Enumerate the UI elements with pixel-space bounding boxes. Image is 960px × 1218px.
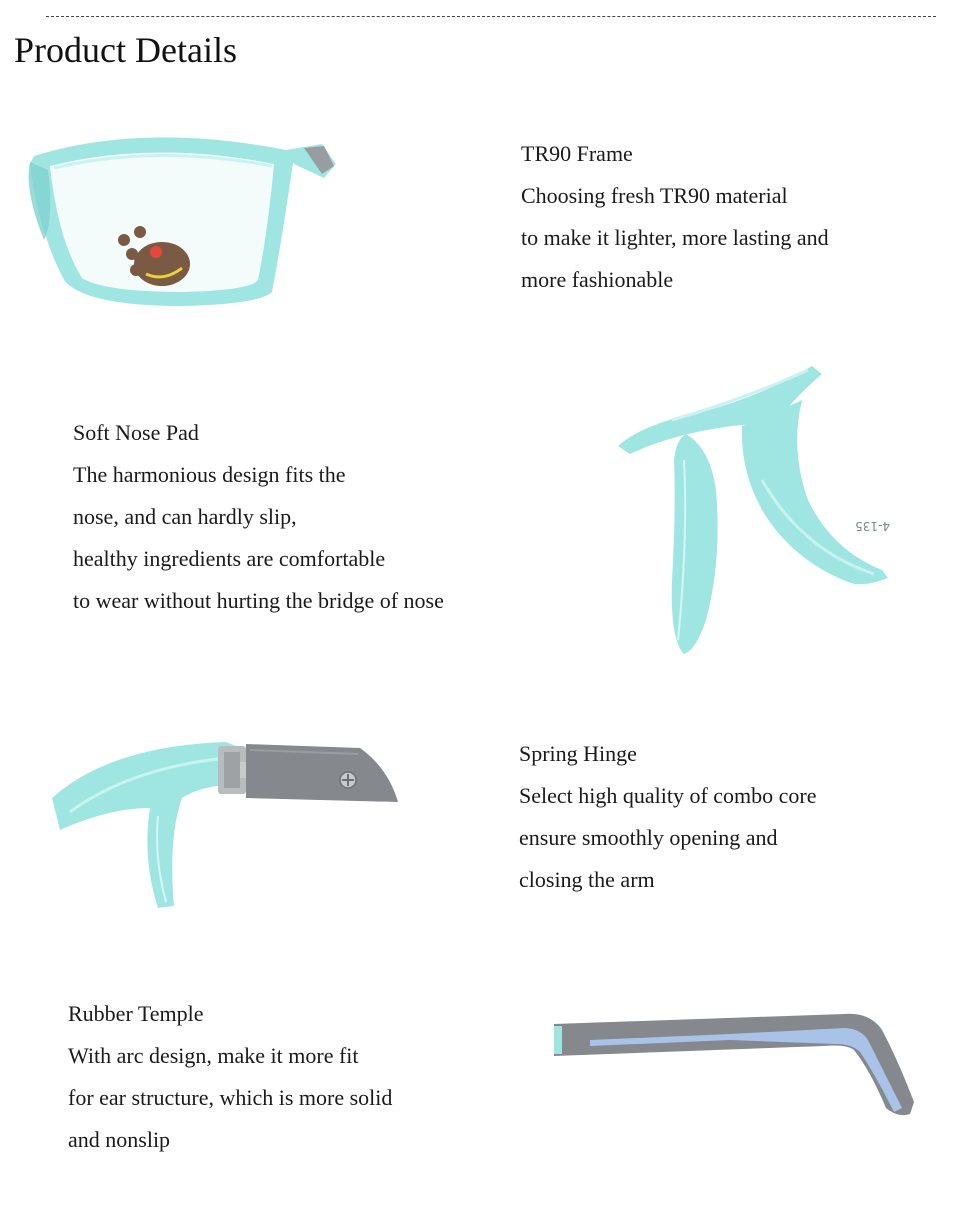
feature-title: TR90 Frame (521, 141, 633, 166)
top-dashed-divider (46, 16, 936, 17)
feature-line: The harmonious design fits the (73, 462, 346, 487)
feature-title: Rubber Temple (68, 1001, 204, 1026)
nose-pad-icon (612, 360, 902, 660)
feature-line: Select high quality of combo core (519, 783, 817, 808)
rubber-temple-image (554, 1010, 916, 1122)
feature-title: Soft Nose Pad (73, 420, 199, 445)
spring-hinge-icon (50, 738, 402, 914)
feature-soft-nose-pad (73, 412, 444, 622)
feature-line: more fashionable (521, 267, 674, 292)
feature-line: With arc design, make it more fit (68, 1043, 359, 1068)
spring-hinge-image (50, 738, 402, 914)
feature-title: Spring Hinge (519, 741, 637, 766)
feature-rubber-temple (68, 993, 392, 1161)
feature-line: nose, and can hardly slip, (73, 504, 297, 529)
feature-tr90-frame (521, 133, 829, 301)
nose-pad-marking: 4-135 (855, 519, 890, 533)
tr90-frame-image (24, 120, 344, 310)
feature-line: to wear without hurting the bridge of nose (73, 588, 444, 613)
feature-line: healthy ingredients are comfortable (73, 546, 386, 571)
feature-line: Choosing fresh TR90 material (521, 183, 788, 208)
glasses-frame-icon (24, 120, 344, 310)
soft-nose-pad-image (612, 360, 902, 660)
feature-line: closing the arm (519, 867, 655, 892)
page-title: Product Details (14, 30, 237, 70)
feature-spring-hinge (519, 733, 817, 901)
feature-line: for ear structure, which is more solid (68, 1085, 393, 1110)
feature-line: and nonslip (68, 1127, 171, 1152)
feature-line: ensure smoothly opening and (519, 825, 778, 850)
feature-line: to make it lighter, more lasting and (521, 225, 829, 250)
rubber-temple-icon (554, 1010, 916, 1122)
